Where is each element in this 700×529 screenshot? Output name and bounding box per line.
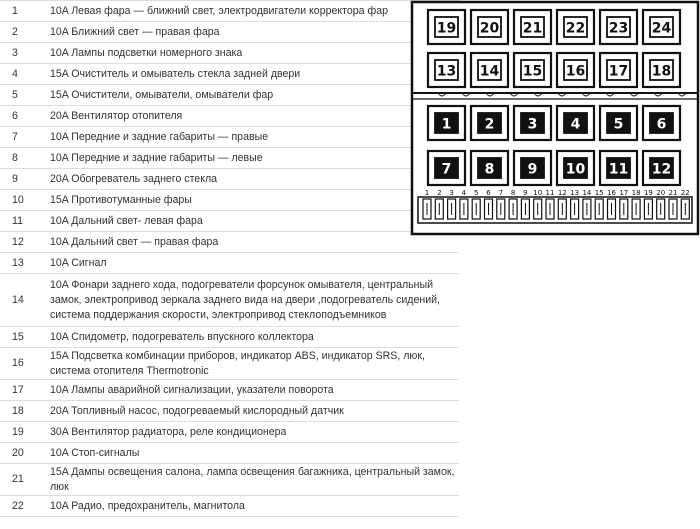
fuse-description: 10A Лампы аварийной сигнализации, указатели поворота xyxy=(46,380,459,401)
fuse-strip-number: 5 xyxy=(473,189,479,197)
fuse-strip-number: 13 xyxy=(570,189,580,197)
fuse-strip-number: 10 xyxy=(533,189,543,197)
relay-number: 22 xyxy=(565,20,586,37)
fuse-row xyxy=(0,106,459,127)
relay-number: 13 xyxy=(436,63,457,80)
fuse-number: 17 xyxy=(0,380,46,401)
fuse-number: 5 xyxy=(0,85,46,106)
fuse-strip-number: 12 xyxy=(557,189,567,197)
fuse-strip-number: 2 xyxy=(437,189,442,197)
relay-socket-group xyxy=(600,53,637,87)
fuse-description: 10A Передние и задние габариты — левые xyxy=(46,148,459,169)
fuse-number: 11 xyxy=(0,211,46,232)
fuse-strip-number: 7 xyxy=(498,189,504,197)
relay-number: 3 xyxy=(527,116,538,133)
relay-socket-group xyxy=(643,151,680,185)
relay-number: 4 xyxy=(570,116,581,133)
fuse-description: 15A Противотуманные фары xyxy=(46,190,459,211)
fuse-row xyxy=(0,43,459,64)
fuse-strip-number: 14 xyxy=(582,189,592,197)
relay-socket-group xyxy=(514,106,551,140)
fuse-strip-number: 15 xyxy=(594,189,604,197)
fuse-strip-number: 11 xyxy=(545,189,555,197)
fuse-row xyxy=(0,22,459,43)
relay-socket-group xyxy=(471,53,508,87)
fuse-row xyxy=(0,1,459,22)
relay-number: 21 xyxy=(522,20,543,37)
relay-socket-group xyxy=(514,10,551,44)
fuse-strip-number: 16 xyxy=(607,189,616,197)
fuse-row xyxy=(0,443,459,464)
relay-socket-group xyxy=(600,151,637,185)
relay-socket-group xyxy=(643,106,680,140)
fuse-box-diagram xyxy=(410,0,700,236)
fuse-description: 20A Обогреватель заднего стекла xyxy=(46,169,459,190)
fuse-strip-number: 17 xyxy=(619,189,629,197)
relay-number: 1 xyxy=(441,116,452,133)
fuse-number: 8 xyxy=(0,148,46,169)
relay-socket-group xyxy=(600,10,637,44)
relay-number: 24 xyxy=(651,20,672,37)
relay-number: 6 xyxy=(656,116,667,133)
fuse-row xyxy=(0,274,459,327)
fuse-row xyxy=(0,85,459,106)
fuse-row xyxy=(0,380,459,401)
relay-socket-group xyxy=(428,53,465,87)
fuse-strip-number: 8 xyxy=(510,189,516,197)
fuse-number: 9 xyxy=(0,169,46,190)
fuse-strip-number: 6 xyxy=(486,189,491,197)
fuse-number: 19 xyxy=(0,422,46,443)
fuse-number: 22 xyxy=(0,496,46,517)
relay-socket-group xyxy=(471,106,508,140)
fuse-number: 14 xyxy=(0,274,46,327)
fuse-strip-number: 18 xyxy=(631,189,641,197)
fuse-row xyxy=(0,211,459,232)
relay-socket-group xyxy=(428,10,465,44)
fuse-row xyxy=(0,253,459,274)
fuse-number: 1 xyxy=(0,1,46,22)
fuse-description: 10A Дальний свет- левая фара xyxy=(46,211,459,232)
relay-number: 19 xyxy=(436,20,457,37)
fuse-description: 10A Передние и задние габариты — правые xyxy=(46,127,459,148)
relay-number: 17 xyxy=(608,63,629,80)
fuse-strip-number: 3 xyxy=(449,189,454,197)
relay-socket-group xyxy=(428,151,465,185)
fuse-row xyxy=(0,464,459,496)
relay-number: 7 xyxy=(441,161,452,178)
fuse-row xyxy=(0,496,459,517)
relay-number: 18 xyxy=(651,63,672,80)
fuse-description: 10A Фонари заднего хода, подогреватели форсунок омывателя, центральный замок, электропривод зеркала заднего вида на двери ,подогреватель сидений, система поддержания скорости, электропривод стеклоподъемников xyxy=(46,274,459,327)
relay-number: 16 xyxy=(565,63,586,80)
relay-socket-group xyxy=(600,106,637,140)
relay-number: 15 xyxy=(522,63,543,80)
fuse-row xyxy=(0,327,459,348)
fuse-number: 13 xyxy=(0,253,46,274)
fuse-number: 7 xyxy=(0,127,46,148)
relay-socket-group xyxy=(643,53,680,87)
fuse-description: 10A Лампы подсветки номерного знака xyxy=(46,43,459,64)
relay-socket-group xyxy=(643,10,680,44)
relay-number: 5 xyxy=(613,116,624,133)
fuse-description: 15A Очиститель и омыватель стекла задней двери xyxy=(46,64,459,85)
relay-number: 14 xyxy=(479,63,500,80)
fuse-number: 6 xyxy=(0,106,46,127)
relay-socket-group xyxy=(514,151,551,185)
relay-socket-group xyxy=(428,106,465,140)
fuse-number: 20 xyxy=(0,443,46,464)
fuse-number: 21 xyxy=(0,464,46,496)
fuse-description: 10A Спидометр, подогреватель впускного коллектора xyxy=(46,327,459,348)
fuse-row xyxy=(0,232,459,253)
relay-number: 10 xyxy=(565,161,586,178)
fuse-number: 16 xyxy=(0,348,46,380)
relay-socket-group xyxy=(557,53,594,87)
fuse-description: 15A Очистители, омыватели, омыватели фар xyxy=(46,85,459,106)
fuse-strip-number: 19 xyxy=(643,189,653,197)
fuse-row xyxy=(0,348,459,380)
fuse-description: 10A Стоп-сигналы xyxy=(46,443,459,464)
fuse-number: 2 xyxy=(0,22,46,43)
fuse-strip-number: 21 xyxy=(668,189,678,197)
relay-socket-group xyxy=(557,106,594,140)
fuse-strip-number: 9 xyxy=(523,189,528,197)
fuse-row xyxy=(0,64,459,85)
fuse-number: 18 xyxy=(0,401,46,422)
fuse-number: 10 xyxy=(0,190,46,211)
fuse-row xyxy=(0,401,459,422)
relay-number: 12 xyxy=(651,161,672,178)
fuse-description: 10A Дальний свет — правая фара xyxy=(46,232,459,253)
relay-socket-group xyxy=(471,10,508,44)
fuse-row xyxy=(0,422,459,443)
relay-number: 8 xyxy=(484,161,495,178)
fuse-row xyxy=(0,169,459,190)
fuse-strip-number: 1 xyxy=(424,189,430,197)
fuse-row xyxy=(0,127,459,148)
fuse-strip-number: 22 xyxy=(680,189,690,197)
fuse-row xyxy=(0,190,459,211)
fuse-description: 10A Ближний свет — правая фара xyxy=(46,22,459,43)
fuse-number: 3 xyxy=(0,43,46,64)
fuse-description: 30A Вентилятор радиатора, реле кондиционера xyxy=(46,422,459,443)
fuse-description: 10A Левая фара — ближний свет, электродвигатели корректора фар xyxy=(46,1,459,22)
relay-number: 2 xyxy=(484,116,495,133)
fuse-description: 20A Топливный насос, подогреваемый кислородный датчик xyxy=(46,401,459,422)
fuse-number: 15 xyxy=(0,327,46,348)
relay-socket-group xyxy=(514,53,551,87)
fuse-row xyxy=(0,148,459,169)
fuse-number: 4 xyxy=(0,64,46,85)
relay-socket-group xyxy=(557,151,594,185)
fuse-description: 20A Вентилятор отопителя xyxy=(46,106,459,127)
relay-number: 20 xyxy=(479,20,500,37)
fuse-description: 15A Подсветка комбинации приборов, индикатор ABS, индикатор SRS, люк, система отопителя Thermotronic xyxy=(46,348,459,380)
relay-socket-group xyxy=(471,151,508,185)
fuse-description: 10A Радио, предохранитель, магнитола xyxy=(46,496,459,517)
fuse-description: 15A Дампы освещения салона, лампа освещения багажника, центральный замок, люк xyxy=(46,464,459,496)
relay-number: 9 xyxy=(527,161,538,178)
relay-number: 23 xyxy=(608,20,629,37)
fuse-description: 10A Сигнал xyxy=(46,253,459,274)
fuse-strip-number: 20 xyxy=(656,189,666,197)
relay-number: 11 xyxy=(608,161,629,178)
fuse-number: 12 xyxy=(0,232,46,253)
fuse-strip-number: 4 xyxy=(461,189,467,197)
relay-socket-group xyxy=(557,10,594,44)
